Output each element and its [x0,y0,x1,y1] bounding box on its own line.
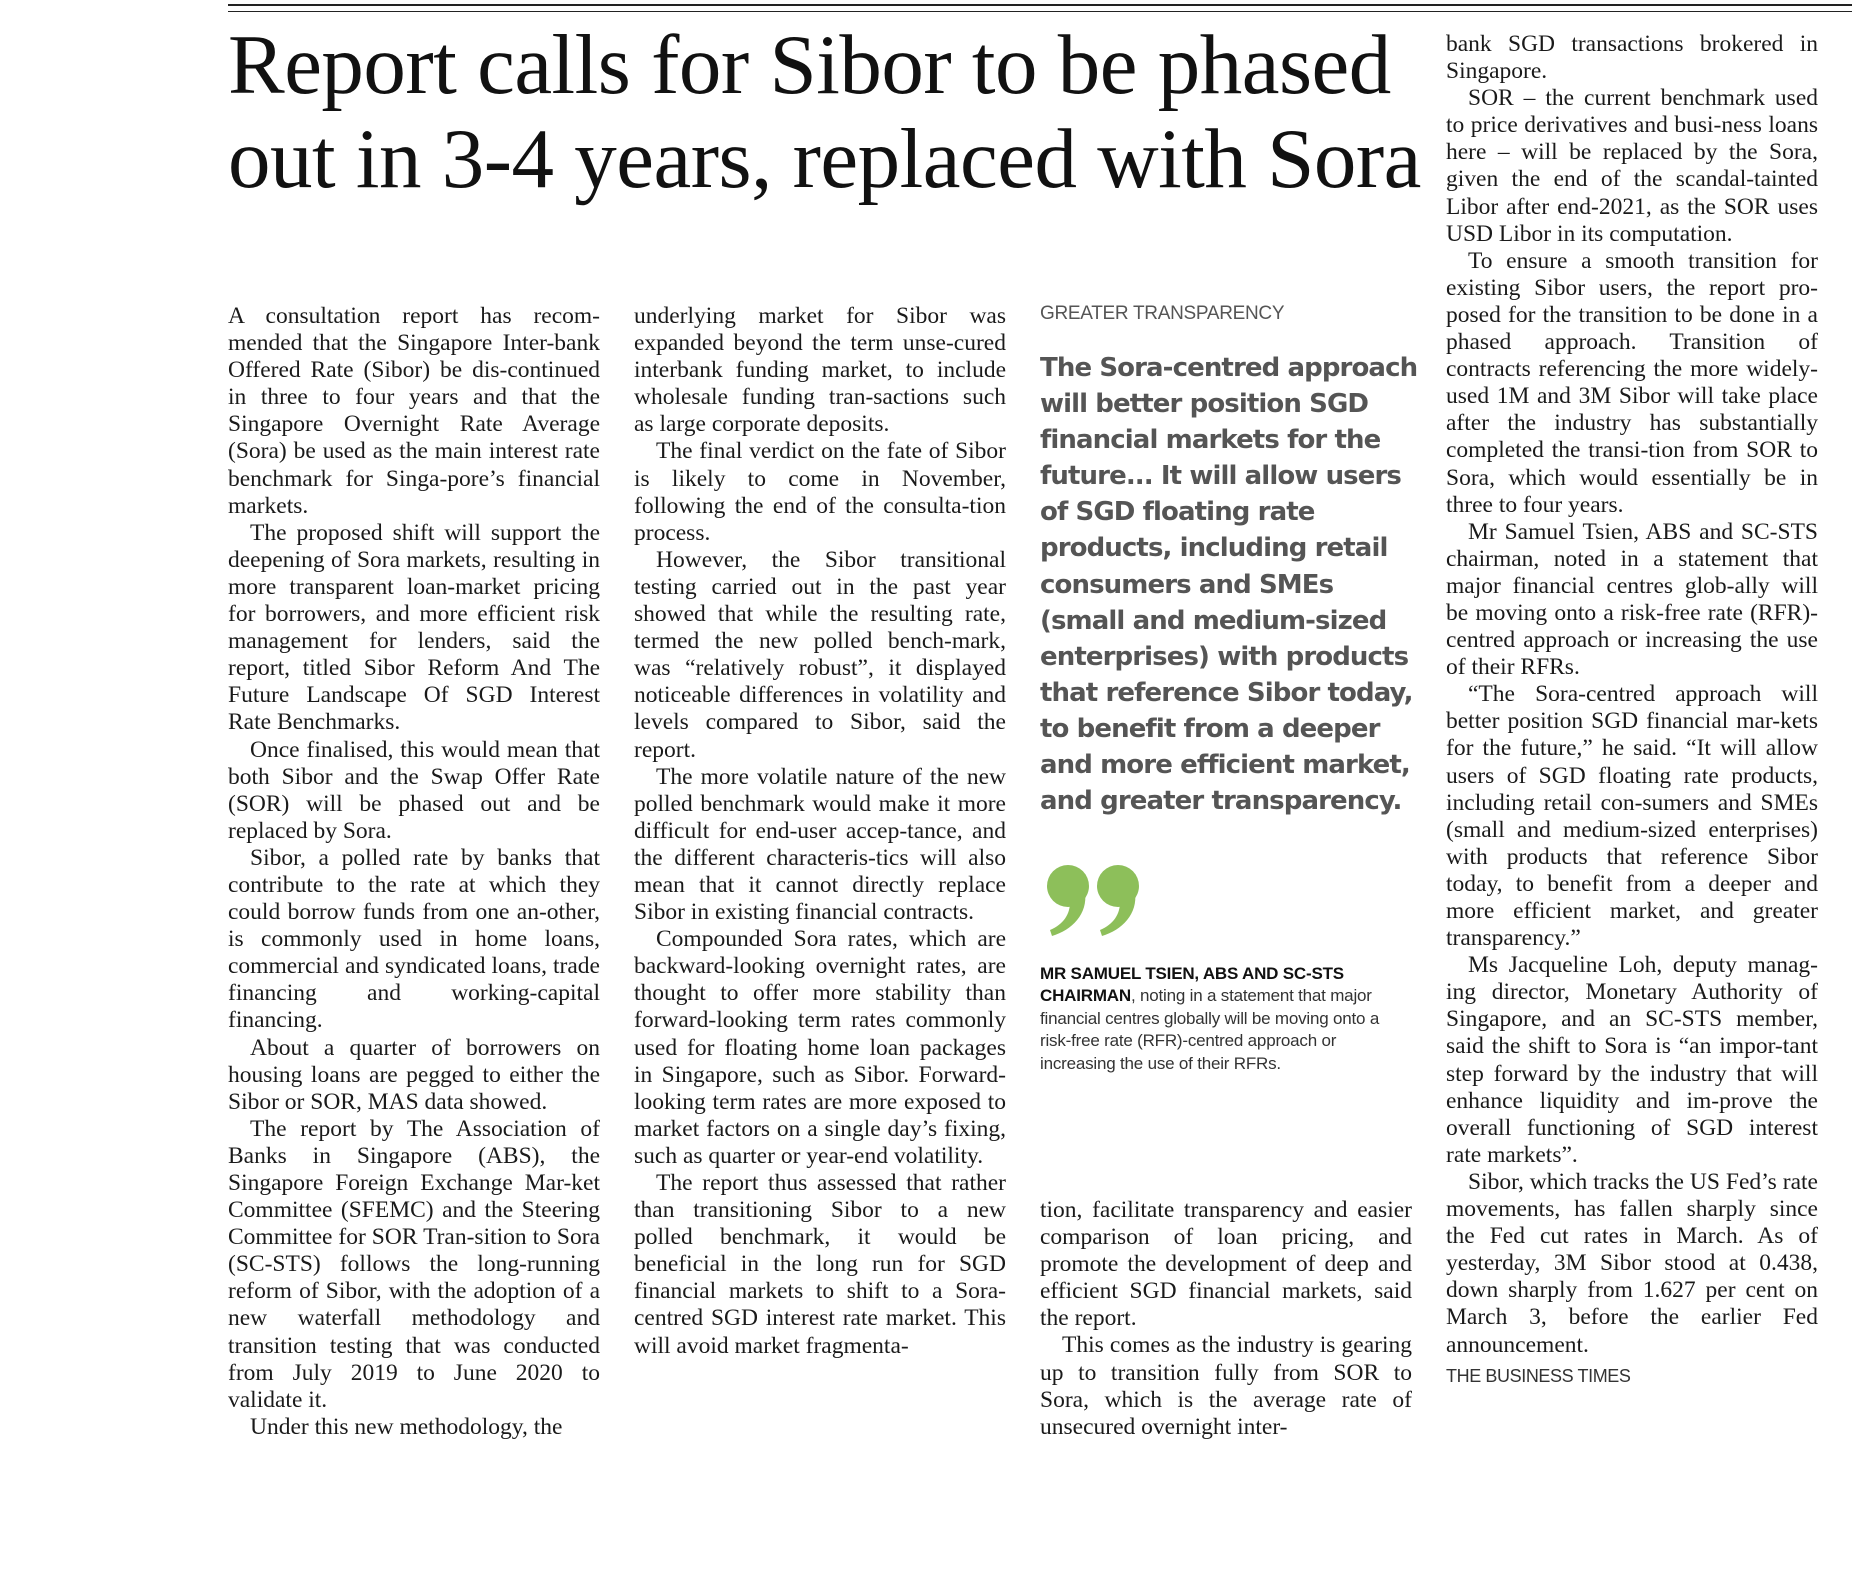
paragraph: However, the Sibor transitional testing carried out in the past year showed that while the resulting rate, termed the new polled bench-mark, was “relatively robust”, it displayed noticeable differences in volatility and levels compared to Sibor, said the report. [634,546,1006,763]
pullquote-attribution [1040,963,1380,1075]
attribution-name: MR SAMUEL TSIEN, ABS AND SC-STS CHAIRMAN [1040,964,1344,1006]
paragraph: tion, facilitate transparency and easier comparison of loan pricing, and promote the development of deep and efficient SGD financial markets, said the report. [1040,1197,1412,1332]
paragraph: The report by The Association of Banks in Singapore (ABS), the Singapore Foreign Exchange Mar-ket Committee (SFEMC) and the Steering Committee for SOR Tran-sition to Sora (SC-STS) follows the long-running reform of Sibor, with the adoption of a new waterfall methodology and transition testing that was conducted from July 2019 to June 2020 to validate it. [228,1115,600,1413]
paragraph: underlying market for Sibor was expanded beyond the term unse-cured interbank funding market, to include wholesale funding tran-sactions such as large corporate deposits. [634,303,1006,438]
paragraph: Once finalised, this would mean that both Sibor and the Swap Offer Rate (SOR) will be phased out and be replaced by Sora. [228,736,600,844]
top-rule-thin [228,11,1852,12]
paragraph: Ms Jacqueline Loh, deputy manag-ing director, Monetary Authority of Singapore, and an SC-STS member, said the shift to Sora is “an impor-tant step forward by the industry that will enhance liquidity and im-prove the overall functioning of SGD interest rate markets”. [1446,952,1818,1168]
paragraph: Sibor, which tracks the US Fed’s rate movements, has fallen sharply since the Fed cut rates in March. As of yesterday, 3M Sibor stood at 0.438, down sharply from 1.627 per cent on March 3, before the earlier Fed announcement. [1446,1168,1818,1358]
paragraph: The more volatile nature of the new polled benchmark would make it more difficult for end-user accep-tance, and the different characteris-tics will also mean that it cannot directly replace Sibor in existing financial contracts. [634,763,1006,926]
headline: Report calls for Sibor to be phased out in 3-4 years, replaced with Sora [228,18,1421,206]
article-column-3 [1040,1197,1412,1441]
source-credit: THE BUSINESS TIMES [1446,1365,1631,1386]
paragraph: This comes as the industry is gearing up to transition fully from SOR to Sora, which is the average rate of unsecured overnight inter- [1040,1332,1412,1440]
paragraph: Sibor, a polled rate by banks that contribute to the rate at which they could borrow funds from one an-other, is commonly used in home loans, commercial and syndicated loans, trade financing and working-capital financing. [228,844,600,1034]
article-column-2 [634,303,1006,1360]
paragraph: A consultation report has recom-mended that the Singapore Inter-bank Offered Rate (Sibor) be dis-continued in three to four years and that the Singapore Overnight Rate Average (Sora) be used as the main interest rate benchmark for Singa-pore’s financial markets. [228,303,600,519]
closing-quote-icon [1044,862,1144,942]
paragraph: The proposed shift will support the deepening of Sora markets, resulting in more transparent loan-market pricing for borrowers, and more efficient risk management for lenders, said the report, titled Sibor Reform And The Future Landscape Of SGD Interest Rate Benchmarks. [228,519,600,736]
paragraph: The final verdict on the fate of Sibor is likely to come in November, following the end of the consulta-tion process. [634,438,1006,546]
paragraph: About a quarter of borrowers on housing loans are pegged to either the Sibor or SOR, MAS data showed. [228,1034,600,1115]
pullquote-text: The Sora-centred approach will better position SGD financial markets for the future... It will allow users of SGD floating rate products, including retail consumers and SMEs (small and medium-sized enterprises) with products that reference Sibor today, to benefit from a deeper and more efficient market, and greater transparency. [1040,353,1418,817]
paragraph: Under this new methodology, the [250,1413,563,1440]
paragraph: Mr Samuel Tsien, ABS and SC-STS chairman, noted in a statement that major financial centres glob-ally will be moving onto a risk-free rate (RFR)-centred approach or increasing the use of their RFRs. [1446,518,1818,681]
article-column-1 [228,303,600,1441]
attribution-text: , noting in a statement that major financial centres globally will be moving onto a risk-free rate (RFR)-centred approach or increasing the use of their RFRs. [1040,986,1380,1073]
pullquote-kicker: GREATER TRANSPARENCY [1040,303,1285,324]
paragraph: “The Sora-centred approach will better position SGD financial mar-kets for the future,” he said. “It will allow users of SGD floating rate products, including retail con-sumers and SMEs (small and medium-sized enterprises) with products that reference Sibor today, to benefit from a deeper and more efficient market, and greater transparency.” [1446,681,1818,952]
paragraph: bank SGD transactions brokered in Singapore. [1446,31,1818,85]
top-rule [228,4,1852,6]
paragraph: SOR – the current benchmark used to price derivatives and busi-ness loans here – will be replaced by the Sora, given the end of the scandal-tainted Libor after end-2021, as the SOR uses USD Libor in its computation. [1446,85,1818,247]
article-column-4 [1446,31,1818,1390]
paragraph: Compounded Sora rates, which are backward-looking overnight rates, are thought to offer more stability than forward-looking term rates commonly used for floating home loan packages in Singapore, such as Sibor. Forward-looking term rates are more exposed to market factors on a single day’s fixing, such as quarter or year-end volatility. [634,926,1006,1169]
paragraph: The report thus assessed that rather than transitioning Sibor to a new polled benchmark, it would be beneficial in the long run for SGD financial markets to shift to a Sora-centred SGD interest rate market. This will avoid market fragmenta- [634,1170,1006,1359]
paragraph: To ensure a smooth transition for existing Sibor users, the report pro-posed for the transition to be done in a phased approach. Transition of contracts referencing the more widely-used 1M and 3M Sibor will take place after the industry has substantially completed the transi-tion from SOR to Sora, which would essentially be in three to four years. [1446,247,1818,518]
